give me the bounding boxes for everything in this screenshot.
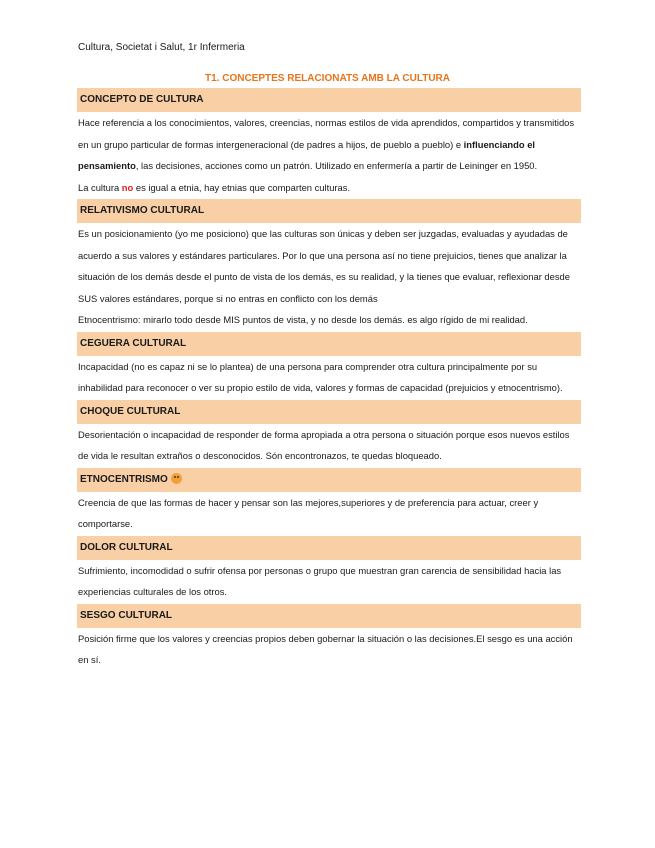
section-heading-choque: CHOQUE CULTURAL bbox=[77, 400, 581, 424]
document-title: T1. CONCEPTES RELACIONATS AMB LA CULTURA bbox=[205, 73, 450, 84]
section-heading-dolor: DOLOR CULTURAL bbox=[77, 536, 581, 560]
angry-face-icon bbox=[171, 473, 182, 484]
paragraph-etnocentrismo-note: Etnocentrismo: mirarlo todo desde MIS puntos de vista, y no desde los demás. es algo rígido de mi realidad. bbox=[78, 314, 528, 325]
paragraph-cultura-etnia: La cultura no es igual a etnia, hay etnias que comparten culturas. bbox=[78, 181, 351, 193]
section-heading-relativismo: RELATIVISMO CULTURAL bbox=[77, 199, 581, 223]
section-heading-sesgo: SESGO CULTURAL bbox=[77, 604, 581, 628]
section-heading-concepto-cultura: CONCEPTO DE CULTURA bbox=[77, 88, 581, 112]
running-header: Cultura, Societat i Salut, 1r Infermeria bbox=[78, 42, 245, 53]
document-body bbox=[77, 87, 581, 671]
section-heading-ceguera: CEGUERA CULTURAL bbox=[77, 332, 581, 356]
paragraph-dolor: Sufrimiento, incomodidad o sufrir ofensa por personas o grupo que muestran gran carencia de sensibilidad hacia las experiencias culturales de los otros. bbox=[78, 564, 562, 597]
section-heading-etnocentrismo: ETNOCENTRISMO bbox=[77, 468, 581, 492]
paragraph-relativismo: Es un posicionamiento (yo me posiciono) que las culturas son únicas y deben ser juzgadas, evaluadas y ayudadas de acuerdo a sus valores y estándares particulares. Por lo que una persona así no tiene prejuicios, tienes que analizar la situación de los demás desde el punto de vista de los demás, es su realidad, y la tienes que evaluar, reflexionar desde SUS valores estándares, porque si no entras en conflicto con los demás bbox=[78, 228, 570, 304]
paragraph-choque: Desorientación o incapacidad de responder de forma apropiada a otra persona o situación porque esos nuevos estilos de vida le resultan extraños o desconocidos. Són encontronazos, te quedas bloqueado. bbox=[78, 428, 570, 461]
paragraph-concepto-cultura: Hace referencia a los conocimientos, valores, creencias, normas estilos de vida aprendidos, compartidos y transmitidos en un grupo particular de formas intergeneracional (de padres a hijos, de pueblo a pueblo) e influenciando el pensamiento, las decisiones, acciones como un patrón. Utilizado en enfermería a partir de Leininger en 1950. bbox=[78, 117, 575, 171]
paragraph-sesgo: Posición firme que los valores y creencias propios deben gobernar la situación o las decisiones.El sesgo es una acción en sí. bbox=[78, 632, 573, 665]
paragraph-etnocentrismo: Creencia de que las formas de hacer y pensar son las mejores,superiores y de preferencia para actuar, creer y comportarse. bbox=[78, 496, 539, 529]
paragraph-ceguera: Incapacidad (no es capaz ni se lo plantea) de una persona para comprender otra cultura principalmente por su inhabilidad para reconocer o ver su propio estilo de vida, valores y formas de capacidad (prejuicios y etnocentrismo). bbox=[78, 360, 563, 393]
